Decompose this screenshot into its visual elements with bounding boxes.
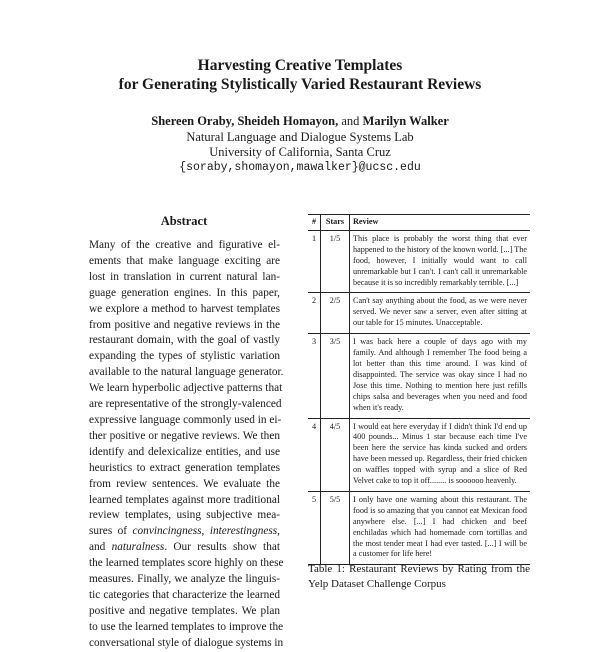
table-row xyxy=(308,418,530,491)
abstract-line: measures. Finally, we analyze the linguis- xyxy=(89,573,280,586)
title-line-1: Harvesting Creative Templates xyxy=(197,57,403,74)
abstract-line: lost in translation in current natural lan- xyxy=(89,270,280,283)
table-caption: Table 1: Restaurant Reviews by Rating from the Yelp Dataset Challenge Corpus xyxy=(308,563,530,590)
row-num: 1 xyxy=(308,230,321,293)
abstract-line: the learned templates score highly on these xyxy=(89,557,284,570)
abstract-line: restaurant domain, with the goal of vastly xyxy=(89,334,280,347)
abstract-line: tic categories that characterize the learned xyxy=(89,588,280,601)
abstract-line: review templates, using subjective mea- xyxy=(89,509,280,522)
abstract-line: conversational style of dialogue systems in xyxy=(89,636,284,649)
abstract-line: positive and negative templates. We plan xyxy=(89,604,280,617)
abstract-line: identify and delexicalize entities, and use xyxy=(89,445,280,458)
row-stars: 4/5 xyxy=(321,418,350,491)
abstract-line: learned templates against more traditional xyxy=(89,493,280,506)
author-2: Sheideh Homayon, xyxy=(237,114,339,128)
abstract-line: We learn hyperbolic adjective patterns that xyxy=(89,382,283,395)
abstract-line: available to the natural language generator. xyxy=(89,366,284,379)
reviews-table xyxy=(308,214,530,565)
abstract-line: to use the learned templates to improve the xyxy=(89,620,284,633)
abstract-line: Many of the creative and figurative el- xyxy=(89,239,280,251)
lab-name: Natural Language and Dialogue Systems Lab xyxy=(186,130,414,144)
author-and: and xyxy=(341,114,360,128)
abstract-line: from review sentences. We evaluate the xyxy=(89,477,280,490)
row-stars: 5/5 xyxy=(321,491,350,564)
row-stars: 3/5 xyxy=(321,334,350,418)
table-row xyxy=(308,293,530,334)
paper-title xyxy=(0,56,600,94)
header-review: Review xyxy=(350,215,531,231)
abstract-line: guage generation engines. In this paper, xyxy=(89,286,280,299)
abstract-line: sures of convincingness, interestingness, xyxy=(89,525,280,538)
affiliation xyxy=(0,130,600,175)
abstract-line: are representative of the strongly-valenced xyxy=(89,398,282,411)
abstract-line: ther positive or negative reviews. We then xyxy=(89,429,280,442)
table-row xyxy=(308,230,530,293)
author-list xyxy=(0,114,600,129)
university-name: University of California, Santa Cruz xyxy=(209,145,391,159)
abstract-body xyxy=(89,238,284,652)
abstract-line: expanding the types of stylistic variation xyxy=(89,350,280,363)
author-3: Marilyn Walker xyxy=(362,114,449,128)
author-emails: {soraby,shomayon,mawalker}@ucsc.edu xyxy=(179,161,421,174)
row-review: This place is probably the worst thing that ever happened to the history of the known world. [...] The food, however, I initially would want to call unremarkable but I can't. I can't call it unremarkable because it is so incredibly remarkably terrible. [...] xyxy=(350,230,531,293)
row-num: 5 xyxy=(308,491,321,564)
row-review: Can't say anything about the food, as we were never served. We never saw a server, even after sitting at our table for 15 minutes. Unacceptable. xyxy=(350,293,531,334)
abstract-line: heuristics to extract generation templates xyxy=(89,461,280,474)
abstract-line: from positive and negative reviews in the xyxy=(89,318,280,331)
row-stars: 2/5 xyxy=(321,293,350,334)
table-row xyxy=(308,334,530,418)
row-num: 2 xyxy=(308,293,321,334)
table-row xyxy=(308,491,530,564)
header-num: # xyxy=(308,215,321,231)
table-header-row xyxy=(308,215,530,231)
header-stars: Stars xyxy=(321,215,350,231)
row-num: 4 xyxy=(308,418,321,491)
author-1: Shereen Oraby, xyxy=(151,114,235,128)
row-stars: 1/5 xyxy=(321,230,350,293)
row-num: 3 xyxy=(308,334,321,418)
title-line-2: for Generating Stylistically Varied Restaurant Reviews xyxy=(118,76,482,93)
abstract-line: expressive language commonly used in ei- xyxy=(89,413,282,426)
abstract-line: we explore a method to harvest templates xyxy=(89,302,280,315)
abstract-line: and naturalness. Our results show that xyxy=(89,541,281,554)
row-review: I would eat here everyday if I didn't think I'd end up 400 pounds... Minus 1 star because each time I've been here the service has kinda sucked and orders have been messed up. Regardless, their fried chicken on waffles topped with syrup and a slice of Red Velvet cake to top it off........ is soooooo heavenly. xyxy=(350,418,531,491)
abstract-line: ements that make language exciting are xyxy=(89,254,280,267)
row-review: I only have one warning about this restaurant. The food is so amazing that you cannot eat Mexican food anywhere else. [...] I had chicken and beef enchiladas which had homemade corn tortillas and the most tender meat I had ever tasted. [...] I will be a customer for life here! xyxy=(350,491,531,564)
abstract-heading: Abstract xyxy=(160,214,208,228)
row-review: I was back here a couple of days ago with my family. And although I remember The food being a lot better than this time around. I was kind of disappointed. The service was okay since I had no Jose this time. Nothing to mention here just refills chips salsa and beverages when you need and food when it's ready. xyxy=(350,334,531,418)
